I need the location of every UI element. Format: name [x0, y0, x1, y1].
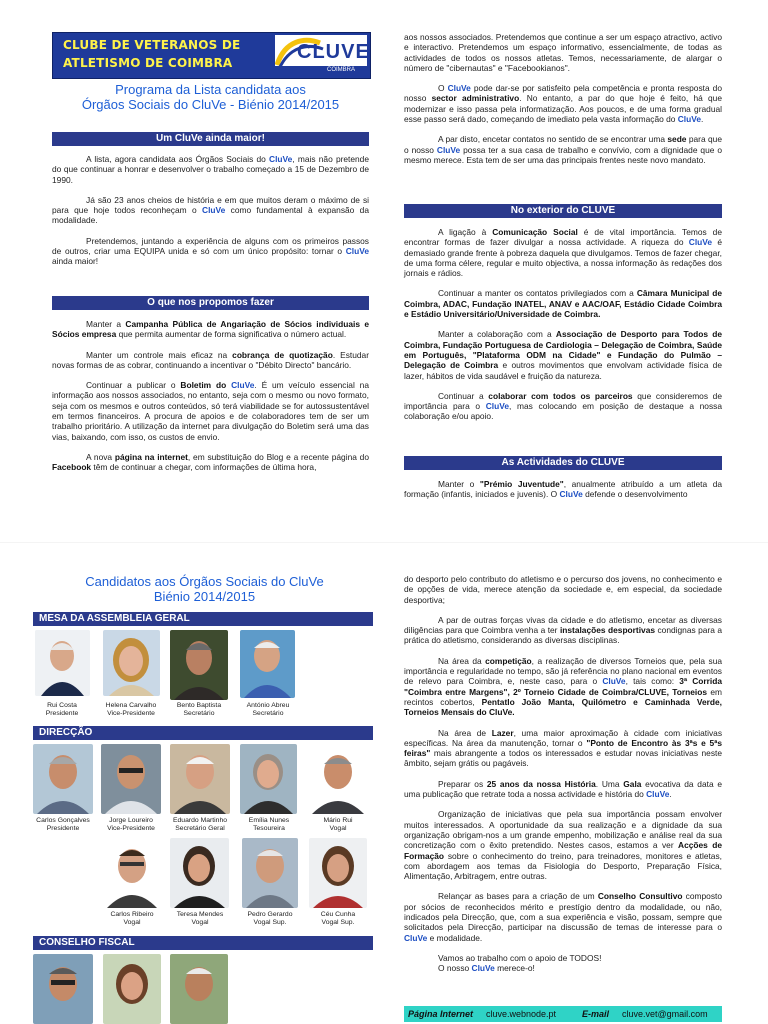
candidate-caption: Céu Cunha Vogal Sup. — [320, 911, 356, 926]
page-divider — [0, 542, 768, 543]
paragraph: Continuar a publicar o Boletim do CluVe. É um veículo essencial na informação aos nossos associados, no entanto, seja com o mesmo ou novo formato, seja com os mesmos e outros conteúdos, só terá viabilidade se for autossustentável em termos financeiros. A procura de apoios e de colaboradores tem de ser um trabalho prioritário. A utilização da internet para divulgação do Boletim será uma das vias, baixando, com isso, os custos de envio. — [52, 380, 370, 442]
candidate-caption: Rui Costa Presidente — [45, 702, 79, 717]
candidate-photo — [170, 744, 230, 814]
candidate-photo — [170, 838, 229, 908]
paragraph: Na área da competição, a realização de diversos Torneios que, pela sua importância e regularidade no tempo, são já referência no plano nacional em eventos de relevo para Coimbra, e, neste caso, para o CluVe, tais como: 3ª Corrida "Coimbra entre Margens", 2º Torneio Cidade de Coimbra/CLUVE, Torneios em recintos cobertos, Pentatlo João Manta, Quilómetro e Caminhada Verde, Torneios Mensais do CluVe. — [404, 655, 723, 718]
paragraph: Já são 23 anos cheios de história e em que muitos deram o máximo de si para que hoje todos reconheçam o CluVe como fundamental à expansão da modalidade. — [52, 194, 369, 226]
logo-line1: CLUBE DE VETERANOS DE — [63, 38, 241, 52]
candidate-photo — [33, 954, 93, 1024]
candidate-photo — [103, 838, 161, 908]
candidate-photo — [309, 838, 367, 908]
club-logo-banner — [52, 32, 371, 79]
right-column-top-text — [404, 32, 722, 165]
candidate-caption: Helena Carvalho Vice-Presidente — [105, 702, 157, 717]
candidate-photo — [240, 630, 295, 698]
right-column-bottom-text — [404, 574, 722, 974]
paragraph: A lista, agora candidata aos Órgãos Sociais do CluVe, mais não pretende do que continuar a honrar e desenvolver o trabalho começado a 15 de Dezembro de 1990. — [52, 154, 369, 185]
paragraph: Manter a colaboração com a Associação de Desporto para Todos de Coimbra, Fundação Portuguesa de Cardiologia – Delegação de Coimbra, Saúde em Português, "Plataforma ODM na Cidade" e Fundação do Pulmão – Delegação de Coimbra e outros movimentos que envolvam actividade física de lazer, hábitos de vida saudável e fruição da natureza. — [404, 329, 722, 381]
section-header-exterior: No exterior do CLUVE — [404, 204, 722, 218]
candidate-photo — [103, 630, 160, 696]
candidate-caption: António Abreu Secretário — [246, 702, 290, 717]
candidate-photo — [170, 630, 228, 700]
candidate-caption: Eduardo Martinho Secretário Geral — [172, 817, 228, 832]
intro-text — [52, 154, 369, 267]
actividades-text — [404, 479, 722, 500]
paragraph: Relançar as bases para a criação de um Conselho Consultivo composto por sócios de reconhecidos mérito e prestígio dentro da modalidade, ou não, indicados pela Direcção, que, com a sua experiência e visão, possam, sempre que solicitados pela Direcção, participar na discussão de temas de interesse para o CluVe e modalidade. — [404, 891, 722, 943]
closing-line: Vamos ao trabalho com o apoio de TODOS! — [438, 952, 602, 963]
program-title-line2: Órgãos Sociais do CluVe - Biénio 2014/2015 — [81, 97, 340, 112]
conselho-fiscal-header: CONSELHO FISCAL — [33, 936, 373, 950]
paragraph: aos nossos associados. Pretendemos que continue a ser um espaço atractivo, activo e interactivo. Pretendemos um espaço informativo, essencialmente, de todas as actividades de todos os nossos atletas. Temos, necessariamente, de alargar o número de "cibernautas" e "Facebookianos". — [404, 32, 722, 73]
cluve-brand-panel — [275, 35, 370, 75]
candidate-photo — [35, 630, 90, 696]
email-link[interactable]: cluve.vet@gmail.com — [622, 1009, 708, 1019]
paragraph: A par disto, encetar contatos no sentido de se encontrar uma sede para que o nosso CluVe possa ter a sua casa de trabalho e convívio, com a dignidade que o mesmo merece. Esta tem de ser uma das principais frentes neste novo mandato. — [404, 134, 722, 165]
candidate-caption: Carlos Gonçalves Presidente — [36, 817, 90, 832]
proposals-text — [52, 319, 369, 473]
candidate-photo — [33, 744, 93, 814]
section-header-actividades: As Actividades do CLUVE — [404, 456, 722, 470]
paragraph: O CluVe pode dar-se por satisfeito pela competência e pronta resposta do nosso sector administrativo. No entanto, a par do que hoje é feito, há que modernizar e isso passa pela informatização. Aos poucos, e de uma forma gradual esse passo será dado, começando de imediato pela vasta informação do CluVe. — [404, 83, 722, 125]
exterior-text — [404, 227, 722, 422]
candidate-photo — [103, 954, 161, 1024]
candidate-caption: Pedro Gerardo Vogal Sup. — [247, 911, 293, 926]
paragraph: A nova página na internet, em substituição do Blog e a recente página do Facebook têm de continuar a chegar, com informações de última hora, — [52, 451, 369, 473]
paragraph: do desporto pelo contributo do atletismo e o percurso dos jovens, no conhecimento e de opções de vida, merece atenção da sociedade e, em especial, da sociedade desportiva; — [404, 574, 722, 605]
paragraph: Continuar a manter os contatos privilegiados com a Câmara Municipal de Coimbra, ADAC, Fundação INATEL, ANAV e AAC/OAF, Estádio Cidade Coimbra e Estádio Universitário/Universidade de Coimbra. — [404, 288, 722, 320]
mesa-header: MESA DA ASSEMBLEIA GERAL — [33, 612, 373, 626]
candidate-caption: Carlos Ribeiro Vogal — [110, 911, 154, 926]
logo-line2: ATLETISMO DE COIMBRA — [63, 56, 233, 70]
program-title — [52, 82, 369, 112]
direccao-header: DIRECÇÃO — [33, 726, 373, 740]
candidates-title-line2: Biénio 2014/2015 — [153, 589, 256, 604]
paragraph: Manter a Campanha Pública de Angariação de Sócios individuais e Sócios empresa que permita aumentar de forma significativa o número actual. — [52, 319, 369, 340]
paragraph: Manter um controle mais eficaz na cobrança de quotização. Estudar novas formas de as cobrar, continuando a incentivar o "Débito Directo" bancário. — [52, 349, 369, 370]
candidate-photo — [170, 954, 228, 1024]
candidates-title — [32, 574, 377, 604]
paragraph: Preparar os 25 anos da nossa História. Uma Gala evocativa da data e uma publicação que retrate toda a nossa actividade e história do CluVe. — [404, 778, 722, 800]
paragraph: Continuar a colaborar com todos os parceiros que consideremos de importância para o CluVe, mas colocando em posição de destaque a nossa colaboração e/ou apoio. — [404, 390, 722, 422]
paragraph: Pretendemos, juntando a experiência de alguns com os primeiros passos de outros, criar uma EQUIPA unida e só com um único propósito: tornar o CluVe ainda maior! — [52, 235, 369, 267]
paragraph: Organização de iniciativas que pela sua importância possam envolver muitos interessados. A oportunidade da sua realização e a dignidade da sua organização obrigam-nos a um grande empenho, mobilização e análise real da sua concretização com o êxito pretendido. Nestes casos, estamos a ver Acções de Formação sobre o conhecimento do treino, para treinadores, monitores e atletas, com abordagem aos temas da Fisiologia do Desporto, Preparação Física, Alimentação, Arbitragem, entre outras. — [404, 809, 722, 882]
candidate-photo — [101, 744, 161, 814]
candidate-caption: Emília Nunes Tesoureira — [248, 817, 290, 832]
candidate-caption: Teresa Mendes Vogal — [176, 911, 224, 926]
candidate-photo — [240, 744, 297, 814]
paragraph: A ligação à Comunicação Social é de vital importância. Temos de encontrar formas de fazer divulgar a nossa actividade. A riqueza do CluVe é demasiado grande frente à pobreza daquela que divulgamos. Temos de fazer chegar, de uma forma célere, regular e muito objectiva, a nossa informação às redações dos jornais e rádios. — [404, 227, 722, 279]
program-title-line1: Programa da Lista candidata aos — [115, 82, 306, 97]
candidate-photo — [242, 838, 298, 908]
section-header-propomos: O que nos propomos fazer — [52, 296, 369, 310]
paragraph: Manter o "Prémio Juventude", anualmente atribuído a um atleta da formação (infantis, iniciados e juvenis). O CluVe defende o desenvolvimento — [404, 479, 723, 500]
logo-brand-sub: COIMBRA — [327, 67, 356, 73]
candidate-photo — [308, 744, 368, 814]
candidates-title-line1: Candidatos aos Órgãos Sociais do CluVe — [85, 574, 324, 589]
web-link[interactable]: cluve.webnode.pt — [486, 1009, 557, 1019]
candidate-caption: Bento Baptista Secretário — [176, 702, 222, 717]
paragraph: Na área de Lazer, uma maior aproximação à cidade com iniciativas específicas. Na área da manutenção, tornar o "Ponto de Encontro às 3ªs e 5ªs feiras" mais abrangente a todos os interessados e estudar novas iniciativas neste âmbito, sejam grátis ou pagáveis. — [404, 727, 723, 769]
candidate-caption: Jorge Loureiro Vice-Presidente — [107, 817, 155, 832]
closing-line: O nosso CluVe merece-o! — [438, 963, 535, 974]
web-label: Página Internet — [408, 1009, 474, 1019]
section-header-cluve-maior: Um CluVe ainda maior! — [52, 132, 369, 146]
candidate-caption: Mário Rui Vogal — [323, 817, 353, 832]
logo-brand: CLUVE — [297, 41, 370, 63]
contact-footer — [404, 1006, 722, 1022]
paragraph: A par de outras forças vivas da cidade e do atletismo, encetar as diversas diligências para que Coimbra venha a ter instalações desportivas condignas para a prática do atletismo, considerando as diversas disciplinas. — [404, 614, 722, 646]
email-label: E-mail — [582, 1009, 610, 1019]
